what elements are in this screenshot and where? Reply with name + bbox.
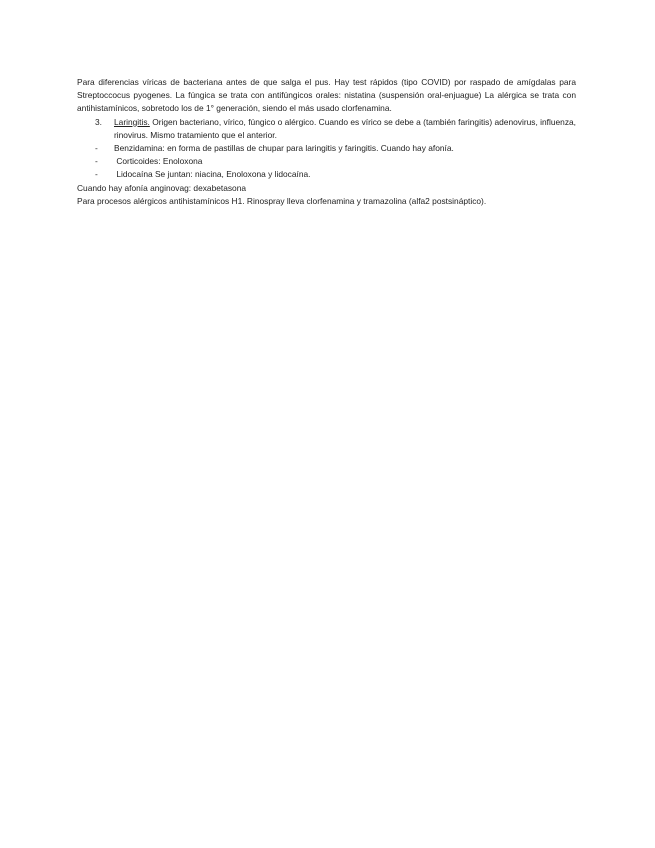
paragraph-faringitis-treatment: Para diferencias víricas de bacteriana antes de que salga el pus. Hay test rápidos (tipo COVID) por raspado de amígdalas para Streptoccocus pyogenes. La fúngica se trata con antifúngicos orales: nistatina (suspensión oral-enjuague) La alérgica se trata con antihistamínicos, sobretodo los de 1° generación, siendo el más usado clorfenamina.: [77, 77, 576, 114]
list-dash: -: [95, 169, 98, 180]
list-item-lidocaina: [77, 168, 576, 181]
laringitis-description: Origen bacteriano, vírico, fúngico o alérgico. Cuando es vírico se debe a (también faringitis) adenovirus, influenza, rinovirus. Mismo tratamiento que el anterior.: [114, 116, 576, 140]
document-body: [77, 76, 576, 208]
benzidamina-text: Benzidamina: en forma de pastillas de chupar para laringitis y faringitis. Cuando hay afonía.: [114, 143, 454, 154]
lidocaina-text: Lidocaína Se juntan: niacina, Enoloxona y lidocaína.: [114, 169, 311, 180]
list-item-benzidamina: [77, 142, 576, 155]
term-laringitis: Laringitis.: [114, 116, 150, 127]
list-item-laringitis: [77, 116, 576, 142]
corticoides-text: Corticoides: Enoloxona: [114, 156, 203, 167]
list-item-corticoides: [77, 155, 576, 168]
list-number: 3.: [95, 116, 102, 127]
line-afonia: Cuando hay afonía anginovag: dexabetasona: [77, 182, 247, 193]
list-dash: -: [95, 156, 98, 167]
line-procesos-alergicos: Para procesos alérgicos antihistamínicos H1. Rinospray lleva clorfenamina y tramazolina (alfa2 postsináptico).: [77, 195, 487, 206]
list-dash: -: [95, 143, 98, 154]
